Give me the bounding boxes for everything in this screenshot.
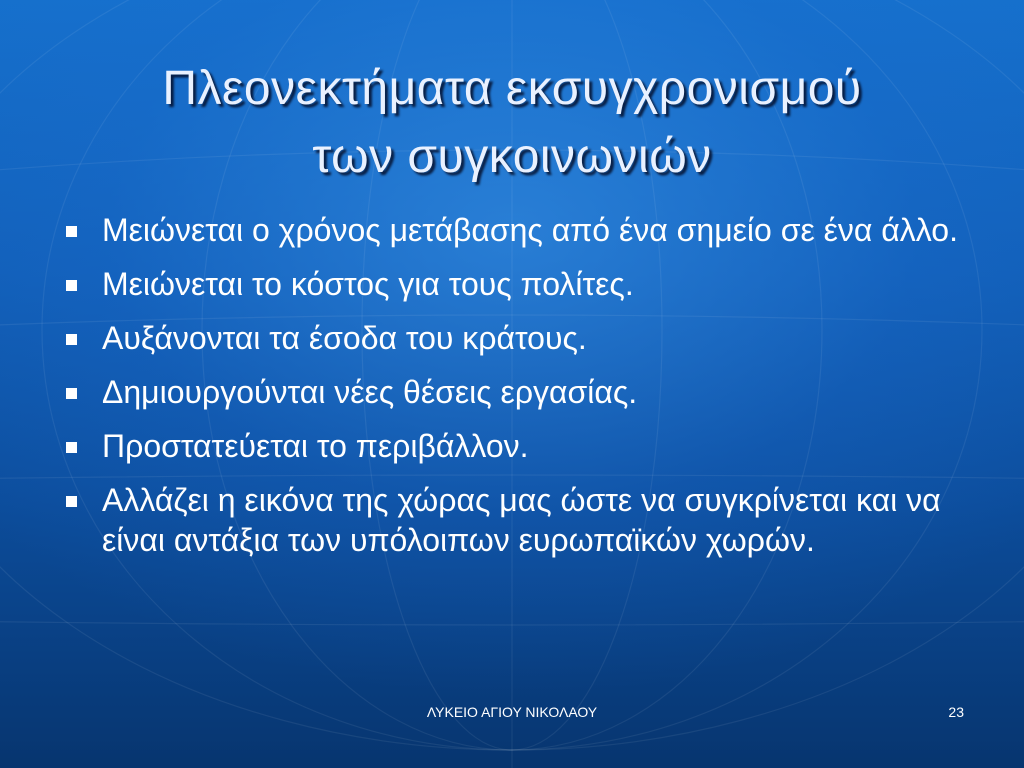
bullet-text: Προστατεύεται το περιβάλλον. — [102, 428, 529, 464]
slide-title — [40, 55, 984, 191]
bullet-text: Μειώνεται ο χρόνος μετάβασης από ένα σημείο σε ένα άλλο. — [102, 212, 958, 248]
bullet-item — [60, 426, 960, 466]
bullet-text: Δημιουργούνται νέες θέσεις εργασίας. — [102, 374, 638, 410]
square-bullet-icon — [66, 496, 77, 507]
bullet-item — [60, 210, 960, 250]
square-bullet-icon — [66, 442, 77, 453]
bullet-item — [60, 318, 960, 358]
slide-footer: ΛΥΚΕΙΟ ΑΓΙΟΥ ΝΙΚΟΛΑΟΥ — [426, 704, 598, 720]
slide-title-line-1: Πλεονεκτήματα εκσυγχρονισμού — [162, 62, 862, 115]
slide-title-line-2: των συγκοινωνιών — [312, 130, 712, 183]
bullet-item — [60, 372, 960, 412]
bullet-text: Αλλάζει η εικόνα της χώρας μας ώστε να συγκρίνεται και να είναι αντάξια των υπόλοιπων ευρωπαϊκών χωρών. — [102, 482, 941, 558]
square-bullet-icon — [66, 388, 77, 399]
bullet-item — [60, 264, 960, 304]
bullet-text: Μειώνεται το κόστος για τους πολίτες. — [102, 266, 634, 302]
slide-page-number: 23 — [948, 704, 964, 720]
square-bullet-icon — [66, 280, 77, 291]
bullet-text: Αυξάνονται τα έσοδα του κράτους. — [102, 320, 587, 356]
square-bullet-icon — [66, 334, 77, 345]
bullet-item — [60, 480, 960, 560]
square-bullet-icon — [66, 226, 77, 237]
bullet-list — [60, 210, 960, 574]
